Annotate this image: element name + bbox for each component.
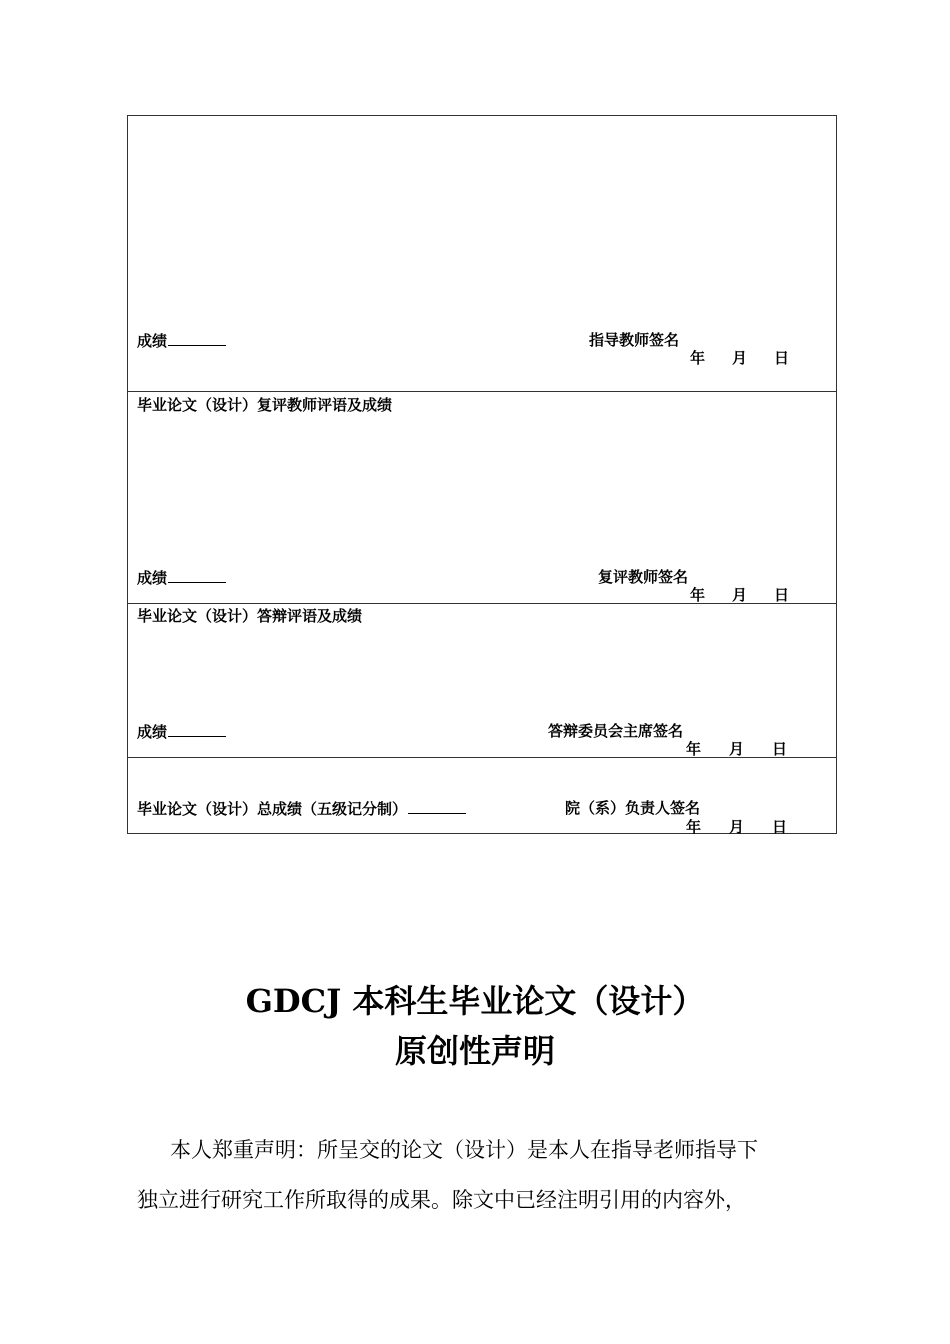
section2-grade-blank[interactable] xyxy=(168,568,226,583)
evaluation-form-table xyxy=(127,115,837,834)
section4-date-day: 日 xyxy=(772,818,788,836)
section3-date-day: 日 xyxy=(772,740,788,758)
row-divider xyxy=(128,391,836,392)
section3-grade-label: 成绩 xyxy=(137,723,168,741)
section4-date-year: 年 xyxy=(686,818,702,836)
section3-grade xyxy=(137,722,226,741)
section2-heading: 毕业论文（设计）复评教师评语及成绩 xyxy=(137,396,393,414)
section1-grade-blank[interactable] xyxy=(168,331,226,346)
row-divider xyxy=(128,757,836,758)
section3-date-month: 月 xyxy=(729,740,745,758)
declaration-paragraph-line1: 本人郑重声明：所呈交的论文（设计）是本人在指导老师指导下 xyxy=(170,1138,758,1162)
section2-grade-label: 成绩 xyxy=(137,569,168,587)
section2-date-month: 月 xyxy=(732,586,748,604)
section2-date-year: 年 xyxy=(690,586,706,604)
section4-total-label: 毕业论文（设计）总成绩（五级记分制） xyxy=(137,800,408,818)
section4-date-month: 月 xyxy=(729,818,745,836)
declaration-paragraph-line2: 独立进行研究工作所取得的成果。除文中已经注明引用的内容外， xyxy=(137,1188,746,1212)
section3-date-year: 年 xyxy=(686,740,702,758)
row-divider xyxy=(128,603,836,604)
section3-date xyxy=(686,740,787,758)
section2-date xyxy=(690,586,789,604)
section2-date-day: 日 xyxy=(774,586,790,604)
section1-date-month: 月 xyxy=(732,349,748,367)
section1-date xyxy=(690,349,789,367)
section3-signature-label: 答辩委员会主席签名 xyxy=(548,722,684,740)
section2-signature-label: 复评教师签名 xyxy=(598,568,689,586)
section3-heading: 毕业论文（设计）答辩评语及成绩 xyxy=(137,607,363,625)
section2-grade xyxy=(137,568,226,587)
section4-total xyxy=(137,799,466,818)
section1-signature-label: 指导教师签名 xyxy=(589,331,680,349)
declaration-title-line1: GDCJ 本科生毕业论文（设计） xyxy=(245,982,705,1020)
section4-signature-label: 院（系）负责人签名 xyxy=(565,799,701,817)
section1-date-year: 年 xyxy=(690,349,706,367)
section1-grade-label: 成绩 xyxy=(137,332,168,350)
section3-grade-blank[interactable] xyxy=(168,722,226,737)
section4-date xyxy=(686,818,787,836)
section4-total-blank[interactable] xyxy=(408,799,466,814)
declaration-title-line2: 原创性声明 xyxy=(394,1032,555,1070)
section1-grade xyxy=(137,331,226,350)
section1-date-day: 日 xyxy=(774,349,790,367)
